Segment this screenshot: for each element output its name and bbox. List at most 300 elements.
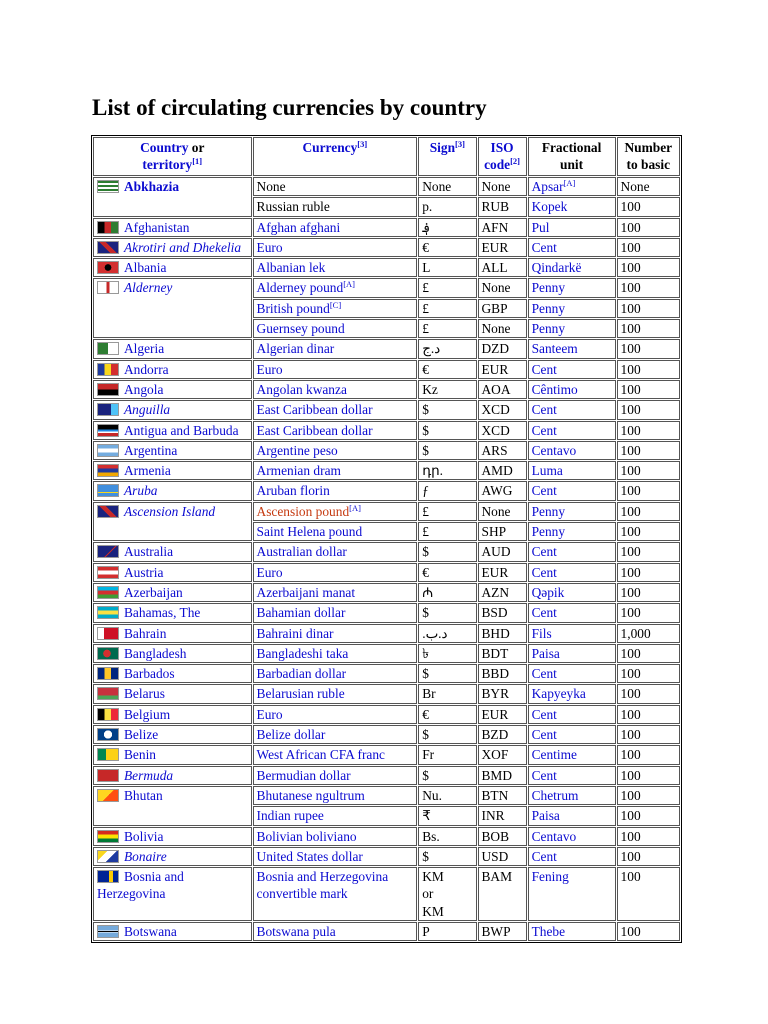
- header-row: [93, 137, 680, 176]
- currency-link[interactable]: East Caribbean dollar: [256, 402, 373, 418]
- currency-cell: [253, 177, 418, 196]
- table-row: [93, 563, 680, 582]
- sign-cell: $: [418, 421, 476, 440]
- fractional-unit-link[interactable]: Fils: [531, 625, 552, 641]
- country-link[interactable]: Bhutan: [124, 787, 163, 803]
- currency-cell: [253, 725, 418, 744]
- number-to-basic-cell: 100: [617, 299, 680, 318]
- fractional-unit-link[interactable]: Pul: [531, 219, 550, 235]
- uk-flag-icon: [97, 505, 119, 518]
- number-to-basic-cell: 100: [617, 847, 680, 866]
- table-row: [93, 725, 680, 744]
- currency-link[interactable]: Bermudian dollar: [256, 767, 351, 783]
- currency-link[interactable]: Euro: [256, 706, 283, 722]
- footnote-ref[interactable]: [A]: [343, 279, 355, 290]
- table-row: [93, 461, 680, 480]
- aruba-flag-icon: [97, 484, 119, 497]
- fractional-unit-link[interactable]: Kapyeyka: [531, 686, 586, 702]
- country-cell: [93, 766, 252, 785]
- bermuda-flag-icon: [97, 769, 119, 782]
- currency-link[interactable]: Armenian dram: [256, 463, 341, 479]
- number-to-basic-cell: 100: [617, 258, 680, 277]
- sign-cell: р.: [418, 197, 476, 216]
- country-cell: [93, 827, 252, 846]
- table-row: [93, 603, 680, 622]
- sign-cell: €: [418, 238, 476, 257]
- country-link[interactable]: Belarus: [124, 686, 165, 702]
- iso-code-cell: ALL: [478, 258, 527, 277]
- country-link[interactable]: Azerbaijan: [124, 584, 183, 600]
- currency-link[interactable]: Guernsey pound: [256, 321, 345, 337]
- sign-cell: $: [418, 400, 476, 419]
- country-link[interactable]: Bolivia: [124, 828, 164, 844]
- number-to-basic-cell: 100: [617, 441, 680, 460]
- country-cell: [93, 705, 252, 724]
- fractional-unit-link[interactable]: Cent: [531, 767, 557, 783]
- number-to-basic-cell: 100: [617, 766, 680, 785]
- table-row: [93, 583, 680, 602]
- fractional-unit-cell: [528, 542, 616, 561]
- fractional-unit-cell: [528, 421, 616, 440]
- iso-code-cell: GBP: [478, 299, 527, 318]
- fractional-unit-link[interactable]: Thebe: [531, 923, 566, 939]
- country-link[interactable]: Bosnia and Herzegovina: [97, 869, 184, 902]
- iso-code-cell: AUD: [478, 542, 527, 561]
- header-currency-ref[interactable]: [3]: [357, 139, 368, 149]
- sign-cell: դր.: [418, 461, 476, 480]
- fractional-unit-cell: [528, 218, 616, 237]
- fractional-unit-cell: [528, 258, 616, 277]
- table-row: [93, 400, 680, 419]
- country-link[interactable]: Algeria: [124, 341, 165, 357]
- fractional-unit-cell: [528, 197, 616, 216]
- iso-code-cell: RUB: [478, 197, 527, 216]
- currency-cell: [253, 644, 418, 663]
- header-fractional-label: Fractional unit: [541, 140, 602, 172]
- bangladesh-flag-icon: [97, 647, 119, 660]
- table-row: [93, 664, 680, 683]
- iso-code-cell: None: [478, 278, 527, 297]
- header-number-label: Number to basic: [624, 140, 673, 172]
- header-sign-ref[interactable]: [3]: [455, 139, 465, 149]
- country-link[interactable]: Belgium: [124, 706, 171, 722]
- table-row: [93, 339, 680, 358]
- currency-link[interactable]: Euro: [256, 361, 283, 377]
- country-cell: [93, 867, 252, 921]
- currency-cell: [253, 481, 418, 500]
- number-to-basic-cell: None: [617, 177, 680, 196]
- currency-link[interactable]: Bahraini dinar: [256, 625, 334, 641]
- table-row: [93, 867, 680, 921]
- currency-cell: [253, 583, 418, 602]
- currency-cell: [253, 624, 418, 643]
- fractional-unit-link[interactable]: Qəpik: [531, 584, 565, 600]
- number-to-basic-cell: 100: [617, 319, 680, 338]
- iso-code-cell: BAM: [478, 867, 527, 921]
- country-cell: [93, 847, 252, 866]
- currency-link[interactable]: Bhutanese ngultrum: [256, 787, 365, 803]
- country-link[interactable]: Armenia: [124, 463, 171, 479]
- currency-link[interactable]: Euro: [256, 564, 283, 580]
- country-cell: [93, 684, 252, 703]
- fractional-unit-cell: [528, 299, 616, 318]
- header-iso-link[interactable]: ISO code: [484, 140, 514, 172]
- fractional-unit-cell: [528, 522, 616, 541]
- fractional-unit-cell: [528, 360, 616, 379]
- country-link[interactable]: Bermuda: [124, 767, 174, 783]
- fractional-unit-link[interactable]: Penny: [531, 524, 566, 540]
- currency-cell: [253, 400, 418, 419]
- currency-table: [92, 136, 681, 942]
- bonaire-flag-icon: [97, 850, 119, 863]
- fractional-unit-link[interactable]: Centavo: [531, 828, 577, 844]
- number-to-basic-cell: 100: [617, 380, 680, 399]
- currency-link[interactable]: Aruban florin: [256, 483, 330, 499]
- currency-link[interactable]: Bolivian boliviano: [256, 828, 357, 844]
- currency-link[interactable]: Ascension pound: [256, 503, 350, 519]
- number-to-basic-cell: 100: [617, 644, 680, 663]
- sign-cell: L: [418, 258, 476, 277]
- botswana-flag-icon: [97, 925, 119, 938]
- currency-link[interactable]: Azerbaijani manat: [256, 584, 356, 600]
- country-link[interactable]: Botswana: [124, 923, 177, 939]
- sign-cell: £: [418, 522, 476, 541]
- iso-code-cell: BBD: [478, 664, 527, 683]
- number-to-basic-cell: 100: [617, 481, 680, 500]
- currency-cell: [253, 867, 418, 921]
- number-to-basic-cell: 100: [617, 922, 680, 941]
- footnote-ref[interactable]: [A]: [349, 502, 361, 513]
- header-territory-link[interactable]: territory: [142, 157, 193, 172]
- sign-cell: None: [418, 177, 476, 196]
- country-link[interactable]: Ascension Island: [124, 503, 216, 519]
- fractional-unit-link[interactable]: Paisa: [531, 645, 560, 661]
- currency-link[interactable]: Algerian dinar: [256, 341, 335, 357]
- currency-cell: [253, 360, 418, 379]
- fractional-unit-link[interactable]: Penny: [531, 300, 566, 316]
- currency-link[interactable]: United States dollar: [256, 848, 363, 864]
- currency-cell: [253, 745, 418, 764]
- benin-flag-icon: [97, 748, 119, 761]
- fractional-unit-link[interactable]: Cent: [531, 605, 557, 621]
- fractional-unit-link[interactable]: Penny: [531, 321, 566, 337]
- table-row: [93, 705, 680, 724]
- currency-link[interactable]: Euro: [256, 239, 283, 255]
- sign-cell: $: [418, 766, 476, 785]
- sign-cell: Fr: [418, 745, 476, 764]
- table-row: [93, 684, 680, 703]
- fractional-unit-cell: [528, 922, 616, 941]
- currency-link[interactable]: Bahamian dollar: [256, 605, 346, 621]
- number-to-basic-cell: 100: [617, 542, 680, 561]
- sign-cell: ₹: [418, 806, 476, 825]
- currency-link[interactable]: Angolan kwanza: [256, 381, 347, 397]
- fractional-unit-link[interactable]: Cent: [531, 848, 557, 864]
- fractional-unit-cell: [528, 684, 616, 703]
- number-to-basic-cell: 100: [617, 522, 680, 541]
- iso-code-cell: XCD: [478, 421, 527, 440]
- country-link[interactable]: Argentina: [124, 442, 178, 458]
- currency-link[interactable]: British pound: [256, 300, 330, 316]
- header-sign-link[interactable]: Sign: [429, 140, 456, 155]
- page-title: List of circulating currencies by country: [92, 95, 487, 120]
- country-cell: [93, 278, 252, 338]
- header-country-ref[interactable]: [1]: [192, 156, 203, 166]
- table-row: [93, 644, 680, 663]
- fractional-unit-link[interactable]: Cent: [531, 564, 557, 580]
- currency-link[interactable]: Afghan afghani: [256, 219, 341, 235]
- number-to-basic-cell: 100: [617, 421, 680, 440]
- header-country-link[interactable]: Country: [140, 140, 189, 155]
- country-link[interactable]: Belize: [124, 727, 159, 743]
- armenia-flag-icon: [97, 464, 119, 477]
- sign-cell: Bs.: [418, 827, 476, 846]
- country-cell: [93, 664, 252, 683]
- sign-cell: $: [418, 725, 476, 744]
- currency-cell: [253, 542, 418, 561]
- algeria-flag-icon: [97, 342, 119, 355]
- iso-code-cell: None: [478, 177, 527, 196]
- number-to-basic-cell: 100: [617, 218, 680, 237]
- fractional-unit-cell: [528, 725, 616, 744]
- bahrain-flag-icon: [97, 627, 119, 640]
- iso-code-cell: BHD: [478, 624, 527, 643]
- fractional-unit-link[interactable]: Cent: [531, 239, 557, 255]
- country-cell: [93, 481, 252, 500]
- fractional-unit-link[interactable]: Apsar: [531, 179, 564, 194]
- country-cell: [93, 339, 252, 358]
- country-cell: [93, 725, 252, 744]
- iso-code-cell: AMD: [478, 461, 527, 480]
- country-cell: [93, 380, 252, 399]
- header-currency[interactable]: [253, 137, 418, 176]
- country-cell: [93, 400, 252, 419]
- country-link[interactable]: Bahamas, The: [124, 605, 201, 621]
- currency-cell: [253, 319, 418, 338]
- fractional-unit-link[interactable]: Cent: [531, 402, 557, 418]
- iso-code-cell: BTN: [478, 786, 527, 805]
- country-link[interactable]: Alderney: [124, 280, 173, 296]
- iso-code-cell: None: [478, 502, 527, 521]
- table-row: [93, 177, 680, 196]
- table-row: [93, 278, 680, 297]
- currency-cell: [253, 806, 418, 825]
- fractional-unit-link[interactable]: Luma: [531, 463, 563, 479]
- number-to-basic-cell: 100: [617, 400, 680, 419]
- table-row: [93, 827, 680, 846]
- fractional-unit-cell: [528, 177, 616, 196]
- number-to-basic-cell: 100: [617, 461, 680, 480]
- country-cell: [93, 177, 252, 217]
- country-cell: [93, 218, 252, 237]
- footnote-ref[interactable]: [C]: [329, 299, 342, 310]
- sign-cell: ৳: [418, 644, 476, 663]
- table-row: [93, 481, 680, 500]
- country-link[interactable]: Anguilla: [124, 402, 171, 418]
- country-cell: [93, 502, 252, 542]
- fractional-unit-link[interactable]: Centime: [531, 747, 577, 763]
- country-link[interactable]: Akrotiri and Dhekelia: [124, 239, 242, 255]
- number-to-basic-cell: 100: [617, 339, 680, 358]
- number-to-basic-cell: 100: [617, 867, 680, 921]
- sign-cell: $: [418, 603, 476, 622]
- currency-link[interactable]: Belize dollar: [256, 727, 326, 743]
- fractional-unit-link[interactable]: Cent: [531, 666, 557, 682]
- currency-cell: [253, 522, 418, 541]
- country-link[interactable]: Andorra: [124, 361, 169, 377]
- table-row: [93, 624, 680, 643]
- table-row: [93, 922, 680, 941]
- number-to-basic-cell: 100: [617, 502, 680, 521]
- country-cell: [93, 461, 252, 480]
- abkhazia-flag-icon: [97, 180, 119, 193]
- currency-link[interactable]: Barbadian dollar: [256, 666, 347, 682]
- fractional-unit-cell: [528, 664, 616, 683]
- belize-flag-icon: [97, 728, 119, 741]
- currency-cell: [253, 461, 418, 480]
- antigua-flag-icon: [97, 424, 119, 437]
- sign-cell: .د.ب: [418, 624, 476, 643]
- country-link[interactable]: Albania: [124, 260, 167, 276]
- fractional-unit-link[interactable]: Cent: [531, 544, 557, 560]
- iso-code-cell: EUR: [478, 563, 527, 582]
- currency-link[interactable]: Argentine peso: [256, 442, 338, 458]
- fractional-unit-link[interactable]: Chetrum: [531, 787, 579, 803]
- country-cell: [93, 542, 252, 561]
- header-fractional: [528, 137, 616, 176]
- fractional-unit-link[interactable]: Qindarkë: [531, 260, 582, 276]
- number-to-basic-cell: 100: [617, 664, 680, 683]
- number-to-basic-cell: 100: [617, 360, 680, 379]
- azerbaijan-flag-icon: [97, 586, 119, 599]
- iso-code-cell: SHP: [478, 522, 527, 541]
- country-cell: [93, 922, 252, 941]
- currency-cell: [253, 502, 418, 521]
- fractional-unit-link[interactable]: Centavo: [531, 442, 577, 458]
- header-country[interactable]: Country or territory[1]: [93, 137, 252, 176]
- currency-link[interactable]: Saint Helena pound: [256, 524, 363, 540]
- country-link[interactable]: Afghanistan: [124, 219, 190, 235]
- header-iso[interactable]: [478, 137, 527, 176]
- fractional-unit-link[interactable]: Cêntimo: [531, 381, 578, 397]
- number-to-basic-cell: 100: [617, 827, 680, 846]
- currency-cell: [253, 218, 418, 237]
- number-to-basic-cell: 1,000: [617, 624, 680, 643]
- fractional-unit-link[interactable]: Penny: [531, 280, 566, 296]
- iso-code-cell: INR: [478, 806, 527, 825]
- fractional-unit-cell: [528, 441, 616, 460]
- belgium-flag-icon: [97, 708, 119, 721]
- currency-link[interactable]: Belarusian ruble: [256, 686, 345, 702]
- sign-cell: KM or KM: [418, 867, 476, 921]
- fractional-unit-link[interactable]: Kopek: [531, 199, 568, 215]
- fractional-unit-link[interactable]: Cent: [531, 727, 557, 743]
- header-iso-ref[interactable]: [2]: [510, 156, 521, 166]
- iso-code-cell: XCD: [478, 400, 527, 419]
- table-row: [93, 238, 680, 257]
- country-link[interactable]: Australia: [124, 544, 174, 560]
- country-link[interactable]: Barbados: [124, 666, 175, 682]
- header-currency-link[interactable]: Currency: [302, 140, 358, 155]
- barbados-flag-icon: [97, 667, 119, 680]
- country-link[interactable]: Abkhazia: [124, 179, 180, 194]
- fractional-unit-cell: [528, 319, 616, 338]
- currency-cell: [253, 258, 418, 277]
- table-row: [93, 745, 680, 764]
- fractional-unit-cell: [528, 745, 616, 764]
- currency-link[interactable]: Indian rupee: [256, 808, 324, 824]
- currency-link[interactable]: West African CFA franc: [256, 747, 385, 763]
- country-link[interactable]: Aruba: [124, 483, 158, 499]
- sign-cell: P: [418, 922, 476, 941]
- country-link[interactable]: Bahrain: [124, 625, 167, 641]
- country-link[interactable]: Bonaire: [124, 848, 167, 864]
- country-link[interactable]: Angola: [124, 381, 164, 397]
- country-link[interactable]: Antigua and Barbuda: [124, 422, 239, 438]
- fractional-unit-link[interactable]: Paisa: [531, 808, 560, 824]
- currency-link[interactable]: Bosnia and Herzegovina convertible mark: [256, 869, 389, 902]
- fractional-unit-cell: [528, 278, 616, 297]
- country-link[interactable]: Bangladesh: [124, 645, 187, 661]
- country-link[interactable]: Benin: [124, 747, 156, 763]
- fractional-unit-link[interactable]: Cent: [531, 361, 557, 377]
- sign-cell: $: [418, 847, 476, 866]
- currency-link[interactable]: Australian dollar: [256, 544, 347, 560]
- fractional-unit-link[interactable]: Fening: [531, 869, 569, 885]
- iso-code-cell: BDT: [478, 644, 527, 663]
- table-row: [93, 218, 680, 237]
- fractional-unit-link[interactable]: Cent: [531, 483, 557, 499]
- number-to-basic-cell: 100: [617, 725, 680, 744]
- fractional-unit-cell: [528, 867, 616, 921]
- fractional-unit-cell: [528, 624, 616, 643]
- fractional-unit-cell: [528, 766, 616, 785]
- number-to-basic-cell: 100: [617, 278, 680, 297]
- fractional-unit-link[interactable]: Cent: [531, 706, 557, 722]
- currency-cell: [253, 786, 418, 805]
- currency-cell: [253, 197, 418, 216]
- iso-code-cell: BZD: [478, 725, 527, 744]
- currency-link[interactable]: Alderney pound: [256, 280, 344, 296]
- bosnia-flag-icon: [97, 870, 119, 883]
- iso-code-cell: EUR: [478, 705, 527, 724]
- iso-code-cell: USD: [478, 847, 527, 866]
- currency-link[interactable]: East Caribbean dollar: [256, 422, 373, 438]
- currency-link[interactable]: Bangladeshi taka: [256, 645, 349, 661]
- fractional-unit-cell: [528, 827, 616, 846]
- argentina-flag-icon: [97, 444, 119, 457]
- currency-cell: [253, 278, 418, 297]
- footnote-ref[interactable]: [A]: [563, 178, 576, 188]
- currency-cell: [253, 664, 418, 683]
- sign-cell: £: [418, 278, 476, 297]
- currency-link[interactable]: Albanian lek: [256, 260, 326, 276]
- country-link[interactable]: Austria: [124, 564, 164, 580]
- currency-cell: [253, 603, 418, 622]
- number-to-basic-cell: 100: [617, 583, 680, 602]
- fractional-unit-link[interactable]: Penny: [531, 503, 566, 519]
- sign-cell: ƒ: [418, 481, 476, 500]
- header-sign[interactable]: [418, 137, 476, 176]
- sign-cell: $: [418, 542, 476, 561]
- fractional-unit-link[interactable]: Cent: [531, 422, 557, 438]
- country-cell: [93, 624, 252, 643]
- currency-link[interactable]: Botswana pula: [256, 923, 336, 939]
- sign-cell: ₼: [418, 583, 476, 602]
- sign-cell: £: [418, 502, 476, 521]
- fractional-unit-cell: [528, 400, 616, 419]
- fractional-unit-link[interactable]: Santeem: [531, 341, 578, 357]
